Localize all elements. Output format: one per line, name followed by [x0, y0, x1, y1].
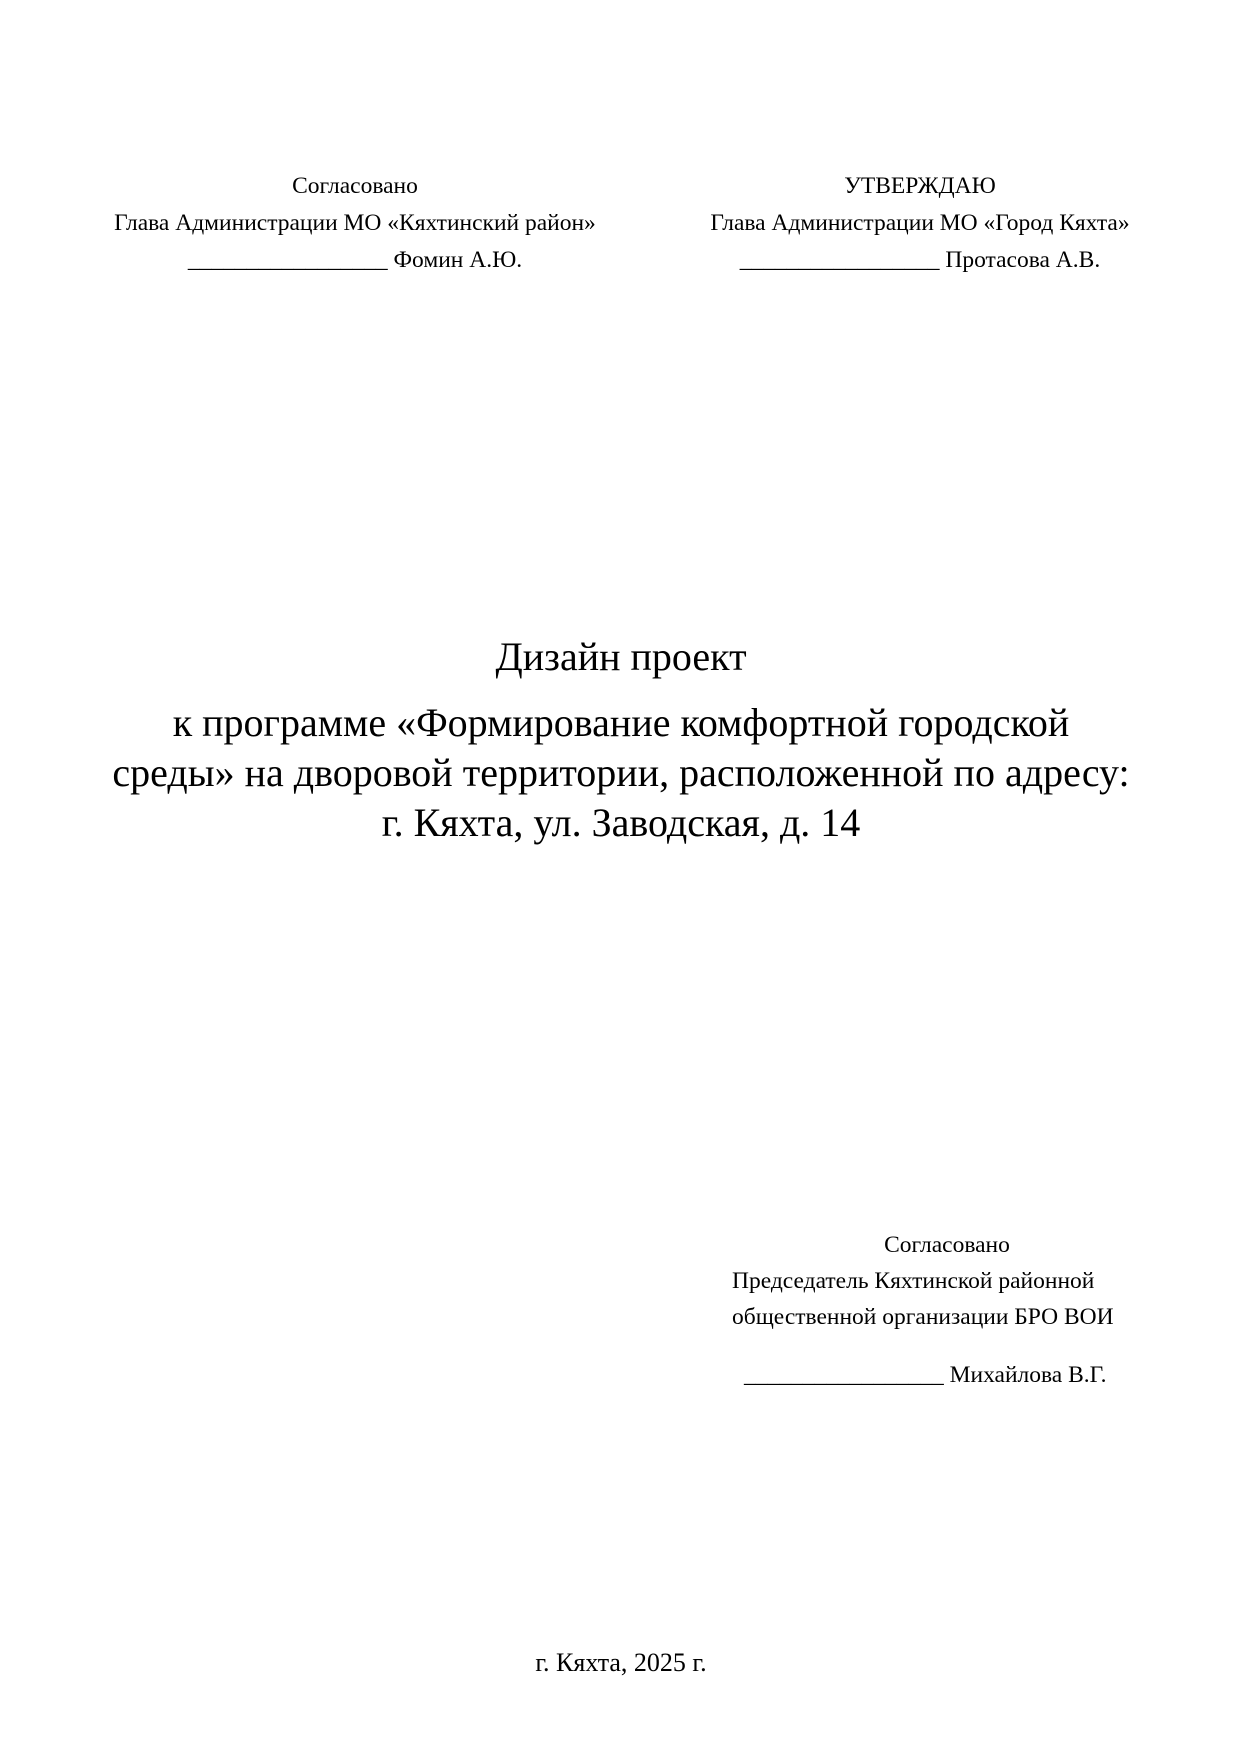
document-subtitle-line-2: среды» на дворовой территории, расположенной по адресу: — [112, 750, 1130, 795]
document-subtitle-line-1: к программе «Формирование комфортной городской — [172, 700, 1070, 745]
approval-right-position: Глава Администрации МО «Город Кяхта» — [710, 210, 1130, 236]
approval-right-name: Протасова А.В. — [945, 247, 1101, 273]
approval-bottom-name: Михайлова В.Г. — [949, 1362, 1107, 1388]
approval-bottom-heading: Согласовано — [884, 1232, 1010, 1258]
approval-bottom-position-line-1: Председатель Кяхтинской районной — [732, 1268, 1095, 1294]
document-title: Дизайн проект — [495, 634, 747, 679]
approval-bottom-position-line-2: общественной организации БРО ВОИ — [732, 1304, 1114, 1330]
approval-right-heading: УТВЕРЖДАЮ — [844, 173, 996, 199]
approval-left-signature-line: _________________ — [187, 247, 388, 273]
approval-bottom-block — [732, 1227, 1192, 1393]
approval-right-signature-row — [660, 242, 1180, 279]
approval-bottom-signature-line: _________________ — [744, 1362, 944, 1388]
approval-left-signature-row — [50, 242, 660, 279]
approval-left-position: Глава Администрации МО «Кяхтинский район» — [114, 210, 596, 236]
approval-left-name: Фомин А.Ю. — [393, 247, 523, 273]
document-footer: г. Кяхта, 2025 г. — [535, 1648, 707, 1677]
document-subtitle-line-3: г. Кяхта, ул. Заводская, д. 14 — [381, 800, 861, 845]
approval-right-signature-line: _________________ — [739, 247, 940, 273]
approval-right-block — [660, 168, 1180, 279]
approval-left-heading: Согласовано — [292, 173, 418, 199]
approval-left-block — [50, 168, 660, 279]
approval-bottom-signature-row — [732, 1357, 1192, 1393]
document-title-block — [60, 630, 1182, 848]
